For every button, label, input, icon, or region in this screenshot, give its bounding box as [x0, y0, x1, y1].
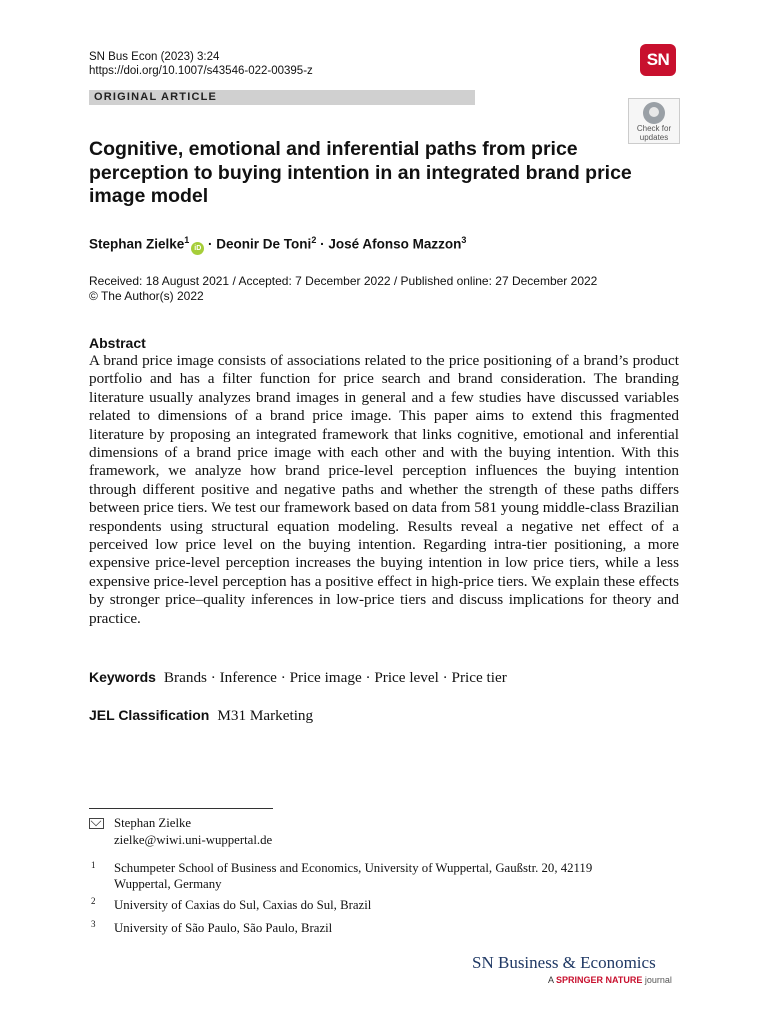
footnote-divider: [89, 808, 273, 809]
footer-journal-name: SN Business & Economics: [472, 953, 656, 972]
author-separator: ·: [316, 236, 329, 252]
author-affiliation-marker: 1: [184, 235, 190, 245]
keywords-line: [89, 667, 507, 688]
affiliation-number: 3: [91, 919, 96, 929]
footer-publisher-line: [548, 975, 672, 986]
author-name[interactable]: José Afonso Mazzon: [328, 236, 462, 252]
orcid-icon[interactable]: iD: [191, 242, 204, 255]
author-name[interactable]: Stephan Zielke: [89, 236, 185, 252]
jel-value: M31 Marketing: [217, 707, 314, 724]
doi-link[interactable]: https://doi.org/10.1007/s43546-022-00395-z: [89, 65, 313, 77]
check-updates-icon: [643, 102, 665, 124]
author-separator: ·: [204, 236, 217, 252]
journal-citation: SN Bus Econ (2023) 3:24: [89, 51, 220, 63]
sn-journal-logo: [640, 44, 676, 76]
footer-suffix: journal: [644, 975, 672, 985]
affiliation-number: 2: [91, 896, 96, 906]
check-updates-line1: Check for: [636, 124, 672, 133]
article-type-label: ORIGINAL ARTICLE: [94, 91, 218, 103]
corresponding-author-email[interactable]: zielke@wiwi.uni-wuppertal.de: [114, 833, 273, 847]
abstract-heading: Abstract: [89, 335, 146, 351]
author-affiliation-marker: 3: [461, 235, 467, 245]
affiliation-1: Schumpeter School of Business and Economics, University of Wuppertal, Gaußstr. 20, 42119 Wuppertal, Germany: [114, 861, 593, 891]
springer-nature-logo: SPRINGER NATURE: [556, 975, 643, 985]
abstract-body: A brand price image consists of associations related to the price positioning of a brand’s product portfolio and has a filter function for price search and brand consideration. The branding literature usually analyzes brand images in general and a few studies have discussed variables related to dimensions of a brand price image. This paper aims to extend this fragmented literature by proposing an integrated framework that links cognitive, emotional and inferential dimensions of a brand price image with each other and with the buying intention. With this framework, we analyze how brand price-level perception influences the buying intention through different positive and negative paths and whether the strength of these paths differs between price tiers. We test our framework based on data from 581 young middle-class Brazilian respondents using structural equation modeling. Results reveal a negative net effect of a perceived low price level on the buying intention. Regarding intra-tier positioning, a more expensive price-level perception increases the buying intention in low price tiers, while a less expensive price-level perception has a positive effect in high-price tiers. We explain these effects by stronger price–quality inferences in low-price tiers and discuss implications for theory and practice.: [89, 352, 679, 627]
affiliation-number: 1: [91, 860, 96, 870]
envelope-icon: [89, 818, 104, 829]
article-title: Cognitive, emotional and inferential paths from price perception to buying intention in an integrated brand price image model: [89, 138, 632, 207]
jel-classification-line: [89, 705, 313, 726]
publication-dates: Received: 18 August 2021 / Accepted: 7 December 2022 / Published online: 27 December 2022: [89, 274, 598, 288]
author-name[interactable]: Deonir De Toni: [216, 236, 312, 252]
affiliation-2: University of Caxias do Sul, Caxias do Sul, Brazil: [114, 898, 372, 912]
jel-label: JEL Classification: [89, 707, 210, 723]
check-updates-line2: updates: [639, 133, 669, 142]
keywords-label: Keywords: [89, 669, 156, 685]
corresponding-author-name: Stephan Zielke: [114, 816, 192, 830]
sn-logo-text: SN: [646, 50, 670, 69]
copyright-notice: © The Author(s) 2022: [89, 289, 204, 303]
footer-prefix: A: [548, 975, 554, 985]
keywords-value: Brands · Inference · Price image · Price level · Price tier: [163, 669, 507, 686]
author-list: [89, 231, 466, 255]
author-affiliation-marker: 2: [311, 235, 317, 245]
affiliation-3: University of São Paulo, São Paulo, Brazil: [114, 921, 333, 935]
